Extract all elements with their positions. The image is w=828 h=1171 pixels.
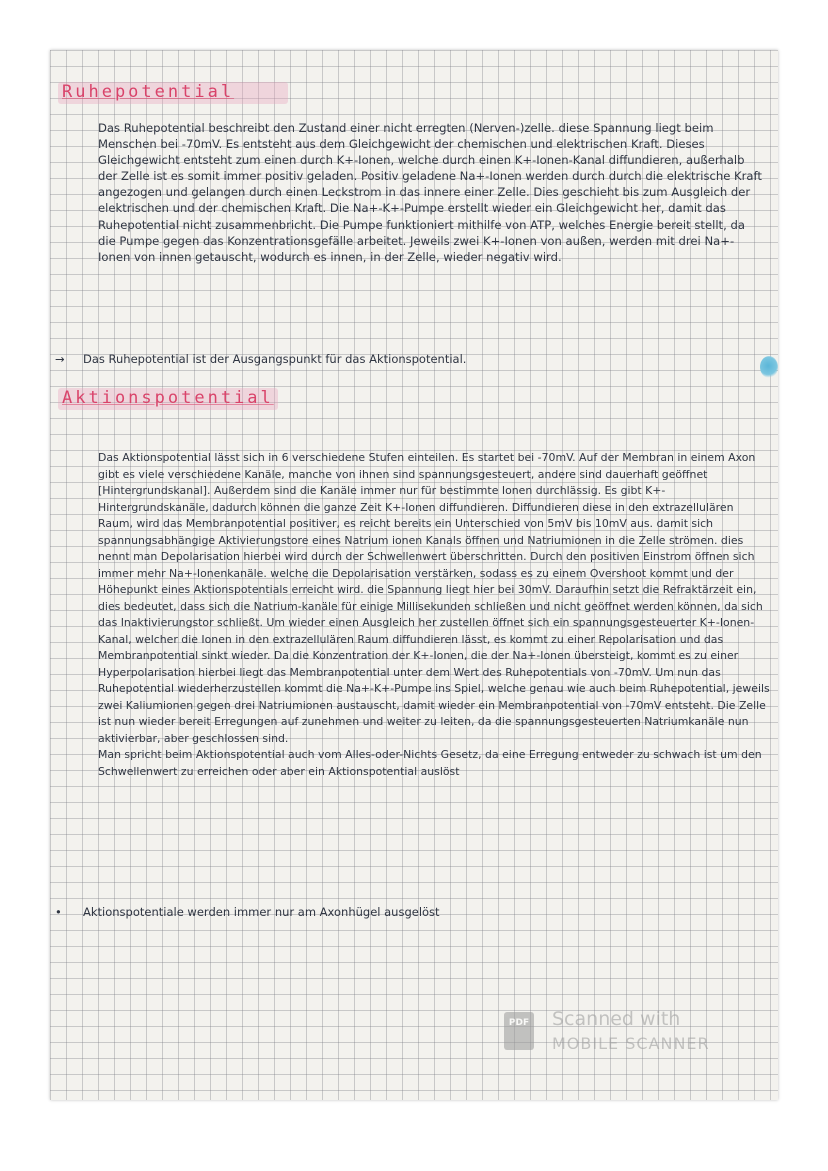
bullet-aktionspotential-note	[55, 905, 440, 919]
ink-blot	[760, 356, 778, 378]
bullet-text: Aktionspotentiale werden immer nur am Axonhügel ausgelöst	[83, 905, 440, 919]
watermark-line1: Scanned with	[552, 1008, 681, 1030]
heading-aktionspotential: Aktionspotential	[62, 388, 274, 408]
paragraph-ruhepotential: Das Ruhepotential beschreibt den Zustand einer nicht erregten (Nerven-)zelle. diese Spannung liegt beim Menschen bei -70mV. Es entsteht aus dem Gleichgewicht der chemischen und elektrischen Kraft. Dieses Gleichgewicht entsteht zum einen durch K+-Ionen, welche durch einen K+-Ionen-Kanal diffundieren, außerhalb der Zelle ist es somit immer positiv geladen. Positiv geladene Na+-Ionen werden durch durch die elektrische Kraft angezogen und gelangen durch einen Leckstrom in das innere einer Zelle. Dies geschieht bis zum Ausgleich der elektrischen und der chemischen Kraft. Die Na+-K+-Pumpe erstellt wieder ein Gleichgewicht her, damit das Ruhepotential nicht zusammenbricht. Die Pumpe funktioniert mithilfe von ATP, welches Energie bereit stellt, da die Pumpe gegen das Konzentrationsgefälle arbeitet. Jeweils zwei K+-Ionen von außen, werden mit drei Na+-Ionen von innen getauscht, wodurch es innen, in der Zelle, wieder negativ wird.	[98, 121, 762, 264]
heading-ruhepotential: Ruhepotential	[62, 82, 235, 102]
watermark-line2: MOBILE SCANNER	[552, 1034, 710, 1053]
bullet-ruhepotential-note	[55, 352, 466, 366]
scanner-watermark	[500, 1008, 750, 1058]
bullet-text: Das Ruhepotential ist der Ausgangspunkt für das Aktionspotential.	[83, 352, 467, 366]
pdf-icon: PDF	[504, 1012, 534, 1050]
arrow-icon: →	[55, 352, 65, 366]
paragraph-aktionspotential: Das Aktionspotential lässt sich in 6 verschiedene Stufen einteilen. Es startet bei -70mV. Auf der Membran in einem Axon gibt es viele verschiedene Kanäle, manche von ihnen sind spannungsgesteuert, andere sind dauerhaft geöffnet [Hintergrundskanal]. Außerdem sind die Kanäle immer nur für bestimmte Ionen durchlässig. Es gibt K+-Hintergrundskanäle, dadurch können die ganze Zeit K+-Ionen diffundieren. Diffundieren diese in den extrazellulären Raum, wird das Membranpotential positiver, es reicht bereits ein Unterschied von 5mV bis 10mV aus. damit sich spannungsabhängige Aktivierungstore eines Natrium ionen Kanals öffnen und Natriumionen in die Zelle strömen. dies nennt man Depolarisation hierbei wird durch der Schwellenwert überschritten. Durch den positiven Einstrom öffnen sich immer mehr Na+-Ionenkanäle. welche die Depolarisation verstärken, sodass es zu einem Overshoot kommt und der Höhepunkt eines Aktionspotentials erreicht wird. die Spannung liegt hier bei 30mV. Daraufhin setzt die Refraktärzeit ein, dies bedeutet, dass sich die Natrium-kanäle für einige Millisekunden schließen und nicht geöffnet werden können, da sich das Inaktivierungstor schließt. Um wieder einen Ausgleich her zustellen öffnet sich ein spannungsgesteuerter K+-Ionen-Kanal, welcher die Ionen in den extrazellulären Raum diffundieren lässt, es kommt zu einer Repolarisation und das Membranpotential sinkt wieder. Da die Konzentration der K+-Ionen, die der Na+-Ionen übersteigt, kommt es zu einer Hyperpolarisation hierbei liegt das Membranpotential unter dem Wert des Ruhepotentials von -70mV. Um nun das Ruhepotential wiederherzustellen kommt die Na+-K+-Pumpe ins Spiel, welche genau wie auch beim Ruhepotential, jeweils zwei Kaliumionen gegen drei Natriumionen austauscht, damit wieder ein Membranpotential von -70mV entsteht. Die Zelle ist nun wieder bereit Erregungen auf zunehmen und weiter zu leiten, da die spannungsgesteuerten Natriumkanäle nun aktivierbar, aber geschlossen sind. Man spricht beim Aktionspotential auch vom Alles-oder-Nichts Gesetz, da eine Erregung entweder zu schwach ist um den Schwellenwert zu erreichen oder aber ein Aktionspotential auslöst	[98, 451, 770, 778]
bullet-icon: •	[55, 905, 62, 919]
